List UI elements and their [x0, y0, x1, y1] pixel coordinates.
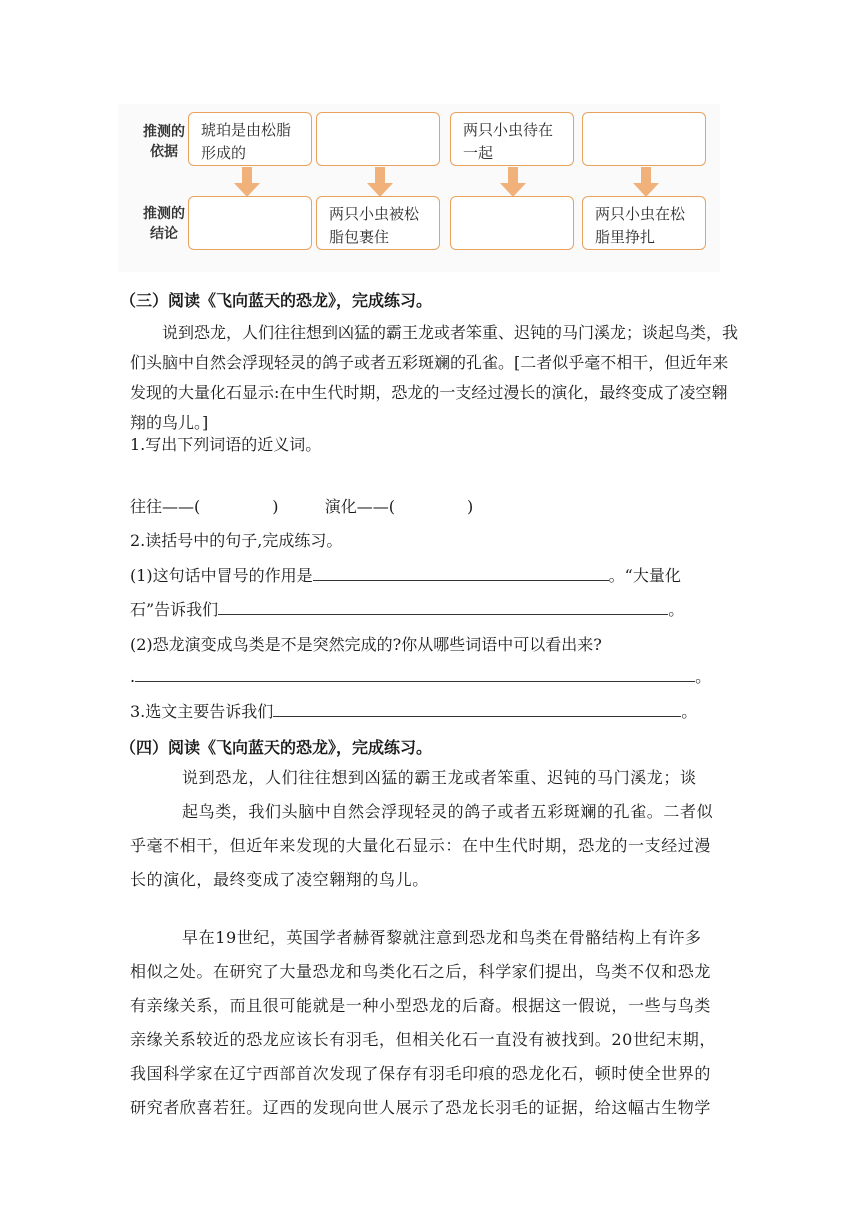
s4-p2-line5: 我国科学家在辽宁西部首次发现了保存有羽毛印痕的恐龙化石，顿时使全世界的 [130, 1064, 712, 1083]
period: 。 [695, 667, 712, 686]
conclusion-box-3 [450, 196, 574, 250]
basis-box-4 [582, 112, 706, 166]
s4-p2-line3: 有亲缘关系，而且很可能就是一种小型恐龙的后裔。根据这一假说，一些与鸟类 [130, 996, 712, 1015]
question-1: 1.写出下列词语的近义词。 [130, 435, 322, 454]
basis-box-3: 两只小虫待在 一起 [450, 112, 574, 166]
basis-box-2 [316, 112, 440, 166]
dot: . [130, 667, 136, 686]
period: 。 [668, 600, 685, 619]
question-1-item-a [130, 494, 473, 517]
basis-box-1: 琥珀是由松脂 形成的 [188, 112, 312, 166]
q2-1c-answer-blank[interactable] [218, 600, 668, 615]
s4-p1-line3: 乎毫不相干，但近年来发现的大量化石显示：在中生代时期，恐龙的一支经过漫 [130, 836, 712, 855]
period: 。 [681, 702, 698, 721]
s4-p2-line2: 相似之处。在研究了大量恐龙和鸟类化石之后，科学家们提出，鸟类不仅和恐龙 [130, 962, 712, 981]
question-2-1-cont [130, 597, 684, 620]
row-label-conclusion: 推测的 结论 [143, 206, 185, 242]
s4-p2-line4: 亲缘关系较近的恐龙应该长有羽毛，但相关化石一直没有被找到。20世纪末期， [130, 1030, 716, 1049]
question-2: 2.读括号中的句子,完成练习。 [130, 531, 343, 550]
section3-heading: （三）阅读《飞向蓝天的恐龙》，完成练习。 [120, 291, 433, 310]
s4-p2-line1: 早在19世纪，英国学者赫胥黎就注意到恐龙和鸟类在骨骼结构上有许多 [182, 928, 702, 947]
conclusion-box-2: 两只小虫被松 脂包裹住 [316, 196, 440, 250]
row-label-basis: 推测的 依据 [143, 124, 185, 160]
q2-1c-prompt: 石”告诉我们 [130, 600, 219, 619]
down-arrow-icon [234, 167, 260, 197]
q2-1-continue: 。“大量化 [608, 566, 681, 585]
section4-heading: （四）阅读《飞向蓝天的恐龙》，完成练习。 [120, 738, 433, 757]
q1-b-close: ) [466, 497, 474, 516]
q3-prompt: 3.选文主要告诉我们 [130, 702, 274, 721]
down-arrow-icon [633, 167, 659, 197]
down-arrow-icon [367, 167, 393, 197]
q1-a-close: ) [272, 497, 279, 516]
s4-p1-line2: 起鸟类，我们头脑中自然会浮现轻灵的鸽子或者五彩斑斓的孔雀。二者似 [182, 802, 714, 821]
question-2-2-answer [130, 664, 711, 687]
conclusion-box-1 [188, 196, 312, 250]
question-2-1 [130, 563, 681, 586]
s4-p1-line4: 长的演化，最终变成了凌空翱翔的鸟儿。 [130, 870, 429, 889]
q2-1-answer-blank[interactable] [313, 566, 609, 581]
q2-2-answer-blank[interactable] [135, 667, 695, 682]
section3-passage: 说到恐龙，人们往往想到凶猛的霸王龙或者笨重、迟钝的马门溪龙；谈起鸟类，我们头脑中自然会浮现轻灵的鸽子或者五彩斑斓的孔雀。[二者似乎毫不相干，但近年来发现的大量化石显示:在中生代时期，恐龙的一支经过漫长的演化，最终变成了凌空翱翔的鸟儿。] [130, 323, 739, 432]
q1-a-label: 往往——( [130, 497, 201, 516]
question-3 [130, 699, 697, 722]
s4-p2-line6: 研究者欣喜若狂。辽西的发现向世人展示了恐龙长羽毛的证据，给这幅古生物学 [130, 1098, 712, 1117]
q2-1-prompt: (1)这句话中冒号的作用是 [130, 566, 313, 585]
q3-answer-blank[interactable] [273, 702, 681, 717]
conclusion-box-4: 两只小虫在松 脂里挣扎 [582, 196, 706, 250]
s4-p1-line1: 说到恐龙，人们往往想到凶猛的霸王龙或者笨重、迟钝的马门溪龙；谈 [182, 768, 697, 787]
down-arrow-icon [500, 167, 526, 197]
question-2-2: (2)恐龙演变成鸟类是不是突然完成的?你从哪些词语中可以看出来? [130, 635, 602, 654]
q1-b-label: 演化——( [324, 497, 395, 516]
